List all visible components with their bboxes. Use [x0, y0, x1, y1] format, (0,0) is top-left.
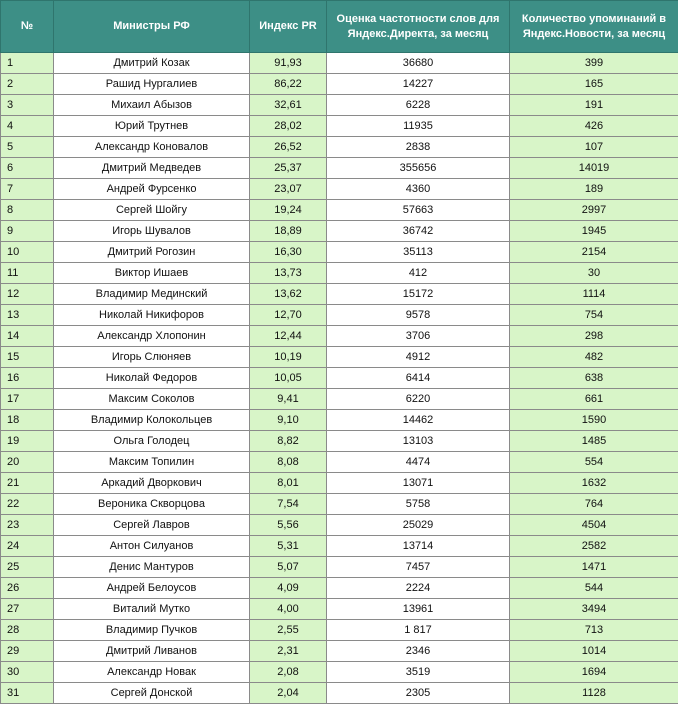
cell-pr: 19,24: [250, 200, 327, 221]
cell-name: Андрей Фурсенко: [54, 179, 250, 200]
cell-news: 1632: [510, 473, 678, 494]
cell-name: Николай Никифоров: [54, 305, 250, 326]
table-row: [1, 137, 678, 158]
cell-name: Виктор Ишаев: [54, 263, 250, 284]
cell-news: 638: [510, 368, 678, 389]
cell-pr: 2,55: [250, 620, 327, 641]
cell-num: 1: [1, 53, 54, 74]
cell-name: Сергей Лавров: [54, 515, 250, 536]
cell-news: 3494: [510, 599, 678, 620]
cell-num: 12: [1, 284, 54, 305]
cell-pr: 7,54: [250, 494, 327, 515]
cell-num: 21: [1, 473, 54, 494]
cell-news: 191: [510, 95, 678, 116]
cell-freq: 3706: [327, 326, 510, 347]
cell-name: Дмитрий Козак: [54, 53, 250, 74]
cell-news: 107: [510, 137, 678, 158]
cell-news: 1114: [510, 284, 678, 305]
cell-freq: 4912: [327, 347, 510, 368]
cell-freq: 5758: [327, 494, 510, 515]
cell-num: 23: [1, 515, 54, 536]
cell-freq: 36680: [327, 53, 510, 74]
cell-pr: 28,02: [250, 116, 327, 137]
table-row: [1, 683, 678, 704]
cell-pr: 8,08: [250, 452, 327, 473]
table-row: [1, 578, 678, 599]
cell-news: 426: [510, 116, 678, 137]
table-row: [1, 494, 678, 515]
cell-num: 2: [1, 74, 54, 95]
cell-name: Виталий Мутко: [54, 599, 250, 620]
table-row: [1, 389, 678, 410]
cell-name: Владимир Колокольцев: [54, 410, 250, 431]
cell-freq: 4474: [327, 452, 510, 473]
cell-freq: 36742: [327, 221, 510, 242]
table-row: [1, 158, 678, 179]
cell-freq: 35113: [327, 242, 510, 263]
cell-news: 165: [510, 74, 678, 95]
cell-freq: 3519: [327, 662, 510, 683]
table-row: [1, 116, 678, 137]
cell-freq: 15172: [327, 284, 510, 305]
header-pr: Индекс PR: [250, 1, 327, 53]
cell-name: Владимир Мединский: [54, 284, 250, 305]
cell-pr: 2,08: [250, 662, 327, 683]
cell-news: 1471: [510, 557, 678, 578]
header-num: №: [1, 1, 54, 53]
cell-num: 28: [1, 620, 54, 641]
table-row: [1, 515, 678, 536]
table-row: [1, 95, 678, 116]
cell-num: 5: [1, 137, 54, 158]
table-row: [1, 347, 678, 368]
cell-num: 4: [1, 116, 54, 137]
cell-news: 482: [510, 347, 678, 368]
cell-name: Михаил Абызов: [54, 95, 250, 116]
cell-num: 19: [1, 431, 54, 452]
cell-name: Юрий Трутнев: [54, 116, 250, 137]
cell-num: 18: [1, 410, 54, 431]
cell-freq: 2305: [327, 683, 510, 704]
cell-news: 2154: [510, 242, 678, 263]
cell-freq: 25029: [327, 515, 510, 536]
table-row: [1, 242, 678, 263]
cell-freq: 2838: [327, 137, 510, 158]
cell-num: 15: [1, 347, 54, 368]
table-row: [1, 326, 678, 347]
cell-news: 399: [510, 53, 678, 74]
cell-num: 7: [1, 179, 54, 200]
cell-name: Дмитрий Медведев: [54, 158, 250, 179]
cell-freq: 13714: [327, 536, 510, 557]
cell-pr: 25,37: [250, 158, 327, 179]
cell-freq: 9578: [327, 305, 510, 326]
cell-pr: 13,62: [250, 284, 327, 305]
cell-news: 713: [510, 620, 678, 641]
cell-news: 1590: [510, 410, 678, 431]
cell-news: 661: [510, 389, 678, 410]
cell-news: 754: [510, 305, 678, 326]
cell-pr: 23,07: [250, 179, 327, 200]
cell-name: Владимир Пучков: [54, 620, 250, 641]
cell-freq: 7457: [327, 557, 510, 578]
table-row: [1, 599, 678, 620]
cell-name: Аркадий Дворкович: [54, 473, 250, 494]
cell-num: 10: [1, 242, 54, 263]
cell-pr: 5,56: [250, 515, 327, 536]
cell-freq: 13961: [327, 599, 510, 620]
cell-news: 1128: [510, 683, 678, 704]
cell-news: 1014: [510, 641, 678, 662]
cell-name: Дмитрий Ливанов: [54, 641, 250, 662]
cell-num: 14: [1, 326, 54, 347]
cell-pr: 91,93: [250, 53, 327, 74]
cell-freq: 6228: [327, 95, 510, 116]
table-row: [1, 221, 678, 242]
cell-pr: 86,22: [250, 74, 327, 95]
cell-pr: 10,19: [250, 347, 327, 368]
cell-news: 544: [510, 578, 678, 599]
header-freq: Оценка частотности слов для Яндекс.Директа, за месяц: [327, 1, 510, 53]
cell-name: Вероника Скворцова: [54, 494, 250, 515]
cell-name: Николай Федоров: [54, 368, 250, 389]
cell-freq: 2224: [327, 578, 510, 599]
cell-news: 298: [510, 326, 678, 347]
cell-pr: 8,82: [250, 431, 327, 452]
cell-pr: 9,41: [250, 389, 327, 410]
cell-freq: 14462: [327, 410, 510, 431]
cell-name: Сергей Донской: [54, 683, 250, 704]
cell-num: 22: [1, 494, 54, 515]
table-body: [1, 53, 678, 704]
table-row: [1, 662, 678, 683]
header-name: Министры РФ: [54, 1, 250, 53]
cell-pr: 9,10: [250, 410, 327, 431]
cell-news: 554: [510, 452, 678, 473]
cell-name: Игорь Шувалов: [54, 221, 250, 242]
cell-freq: 412: [327, 263, 510, 284]
cell-freq: 2346: [327, 641, 510, 662]
table-row: [1, 473, 678, 494]
cell-name: Александр Коновалов: [54, 137, 250, 158]
header-row: [1, 1, 678, 53]
cell-num: 13: [1, 305, 54, 326]
cell-pr: 4,09: [250, 578, 327, 599]
cell-num: 25: [1, 557, 54, 578]
cell-name: Максим Соколов: [54, 389, 250, 410]
cell-name: Александр Хлопонин: [54, 326, 250, 347]
cell-pr: 8,01: [250, 473, 327, 494]
cell-freq: 14227: [327, 74, 510, 95]
cell-freq: 6414: [327, 368, 510, 389]
cell-news: 1945: [510, 221, 678, 242]
table-row: [1, 284, 678, 305]
table-row: [1, 263, 678, 284]
cell-pr: 4,00: [250, 599, 327, 620]
cell-pr: 5,07: [250, 557, 327, 578]
cell-pr: 12,70: [250, 305, 327, 326]
cell-num: 16: [1, 368, 54, 389]
cell-freq: 13103: [327, 431, 510, 452]
cell-name: Александр Новак: [54, 662, 250, 683]
table-row: [1, 179, 678, 200]
table-row: [1, 431, 678, 452]
cell-num: 6: [1, 158, 54, 179]
cell-pr: 2,04: [250, 683, 327, 704]
cell-num: 26: [1, 578, 54, 599]
cell-news: 2997: [510, 200, 678, 221]
cell-name: Максим Топилин: [54, 452, 250, 473]
table-row: [1, 641, 678, 662]
cell-num: 31: [1, 683, 54, 704]
cell-news: 2582: [510, 536, 678, 557]
cell-num: 9: [1, 221, 54, 242]
table-row: [1, 305, 678, 326]
cell-news: 1694: [510, 662, 678, 683]
cell-num: 30: [1, 662, 54, 683]
cell-freq: 11935: [327, 116, 510, 137]
cell-freq: 6220: [327, 389, 510, 410]
table-row: [1, 53, 678, 74]
cell-freq: 1 817: [327, 620, 510, 641]
cell-pr: 10,05: [250, 368, 327, 389]
cell-news: 189: [510, 179, 678, 200]
cell-num: 24: [1, 536, 54, 557]
cell-pr: 5,31: [250, 536, 327, 557]
cell-news: 1485: [510, 431, 678, 452]
table-row: [1, 620, 678, 641]
table-row: [1, 200, 678, 221]
cell-name: Денис Мантуров: [54, 557, 250, 578]
cell-freq: 57663: [327, 200, 510, 221]
cell-pr: 13,73: [250, 263, 327, 284]
cell-freq: 355656: [327, 158, 510, 179]
cell-news: 30: [510, 263, 678, 284]
cell-num: 29: [1, 641, 54, 662]
cell-pr: 12,44: [250, 326, 327, 347]
header-news: Количество упоминаний в Яндекс.Новости, за месяц: [510, 1, 678, 53]
cell-name: Антон Силуанов: [54, 536, 250, 557]
cell-pr: 16,30: [250, 242, 327, 263]
cell-name: Сергей Шойгу: [54, 200, 250, 221]
cell-name: Ольга Голодец: [54, 431, 250, 452]
cell-news: 14019: [510, 158, 678, 179]
cell-news: 4504: [510, 515, 678, 536]
cell-num: 27: [1, 599, 54, 620]
cell-num: 11: [1, 263, 54, 284]
table-row: [1, 368, 678, 389]
cell-num: 8: [1, 200, 54, 221]
cell-pr: 32,61: [250, 95, 327, 116]
cell-news: 764: [510, 494, 678, 515]
cell-num: 17: [1, 389, 54, 410]
table-row: [1, 452, 678, 473]
cell-pr: 18,89: [250, 221, 327, 242]
cell-freq: 4360: [327, 179, 510, 200]
cell-freq: 13071: [327, 473, 510, 494]
cell-name: Андрей Белоусов: [54, 578, 250, 599]
cell-num: 20: [1, 452, 54, 473]
table-row: [1, 410, 678, 431]
cell-pr: 26,52: [250, 137, 327, 158]
cell-name: Рашид Нургалиев: [54, 74, 250, 95]
cell-pr: 2,31: [250, 641, 327, 662]
table-row: [1, 557, 678, 578]
table-row: [1, 74, 678, 95]
cell-num: 3: [1, 95, 54, 116]
cell-name: Дмитрий Рогозин: [54, 242, 250, 263]
table-row: [1, 536, 678, 557]
cell-name: Игорь Слюняев: [54, 347, 250, 368]
